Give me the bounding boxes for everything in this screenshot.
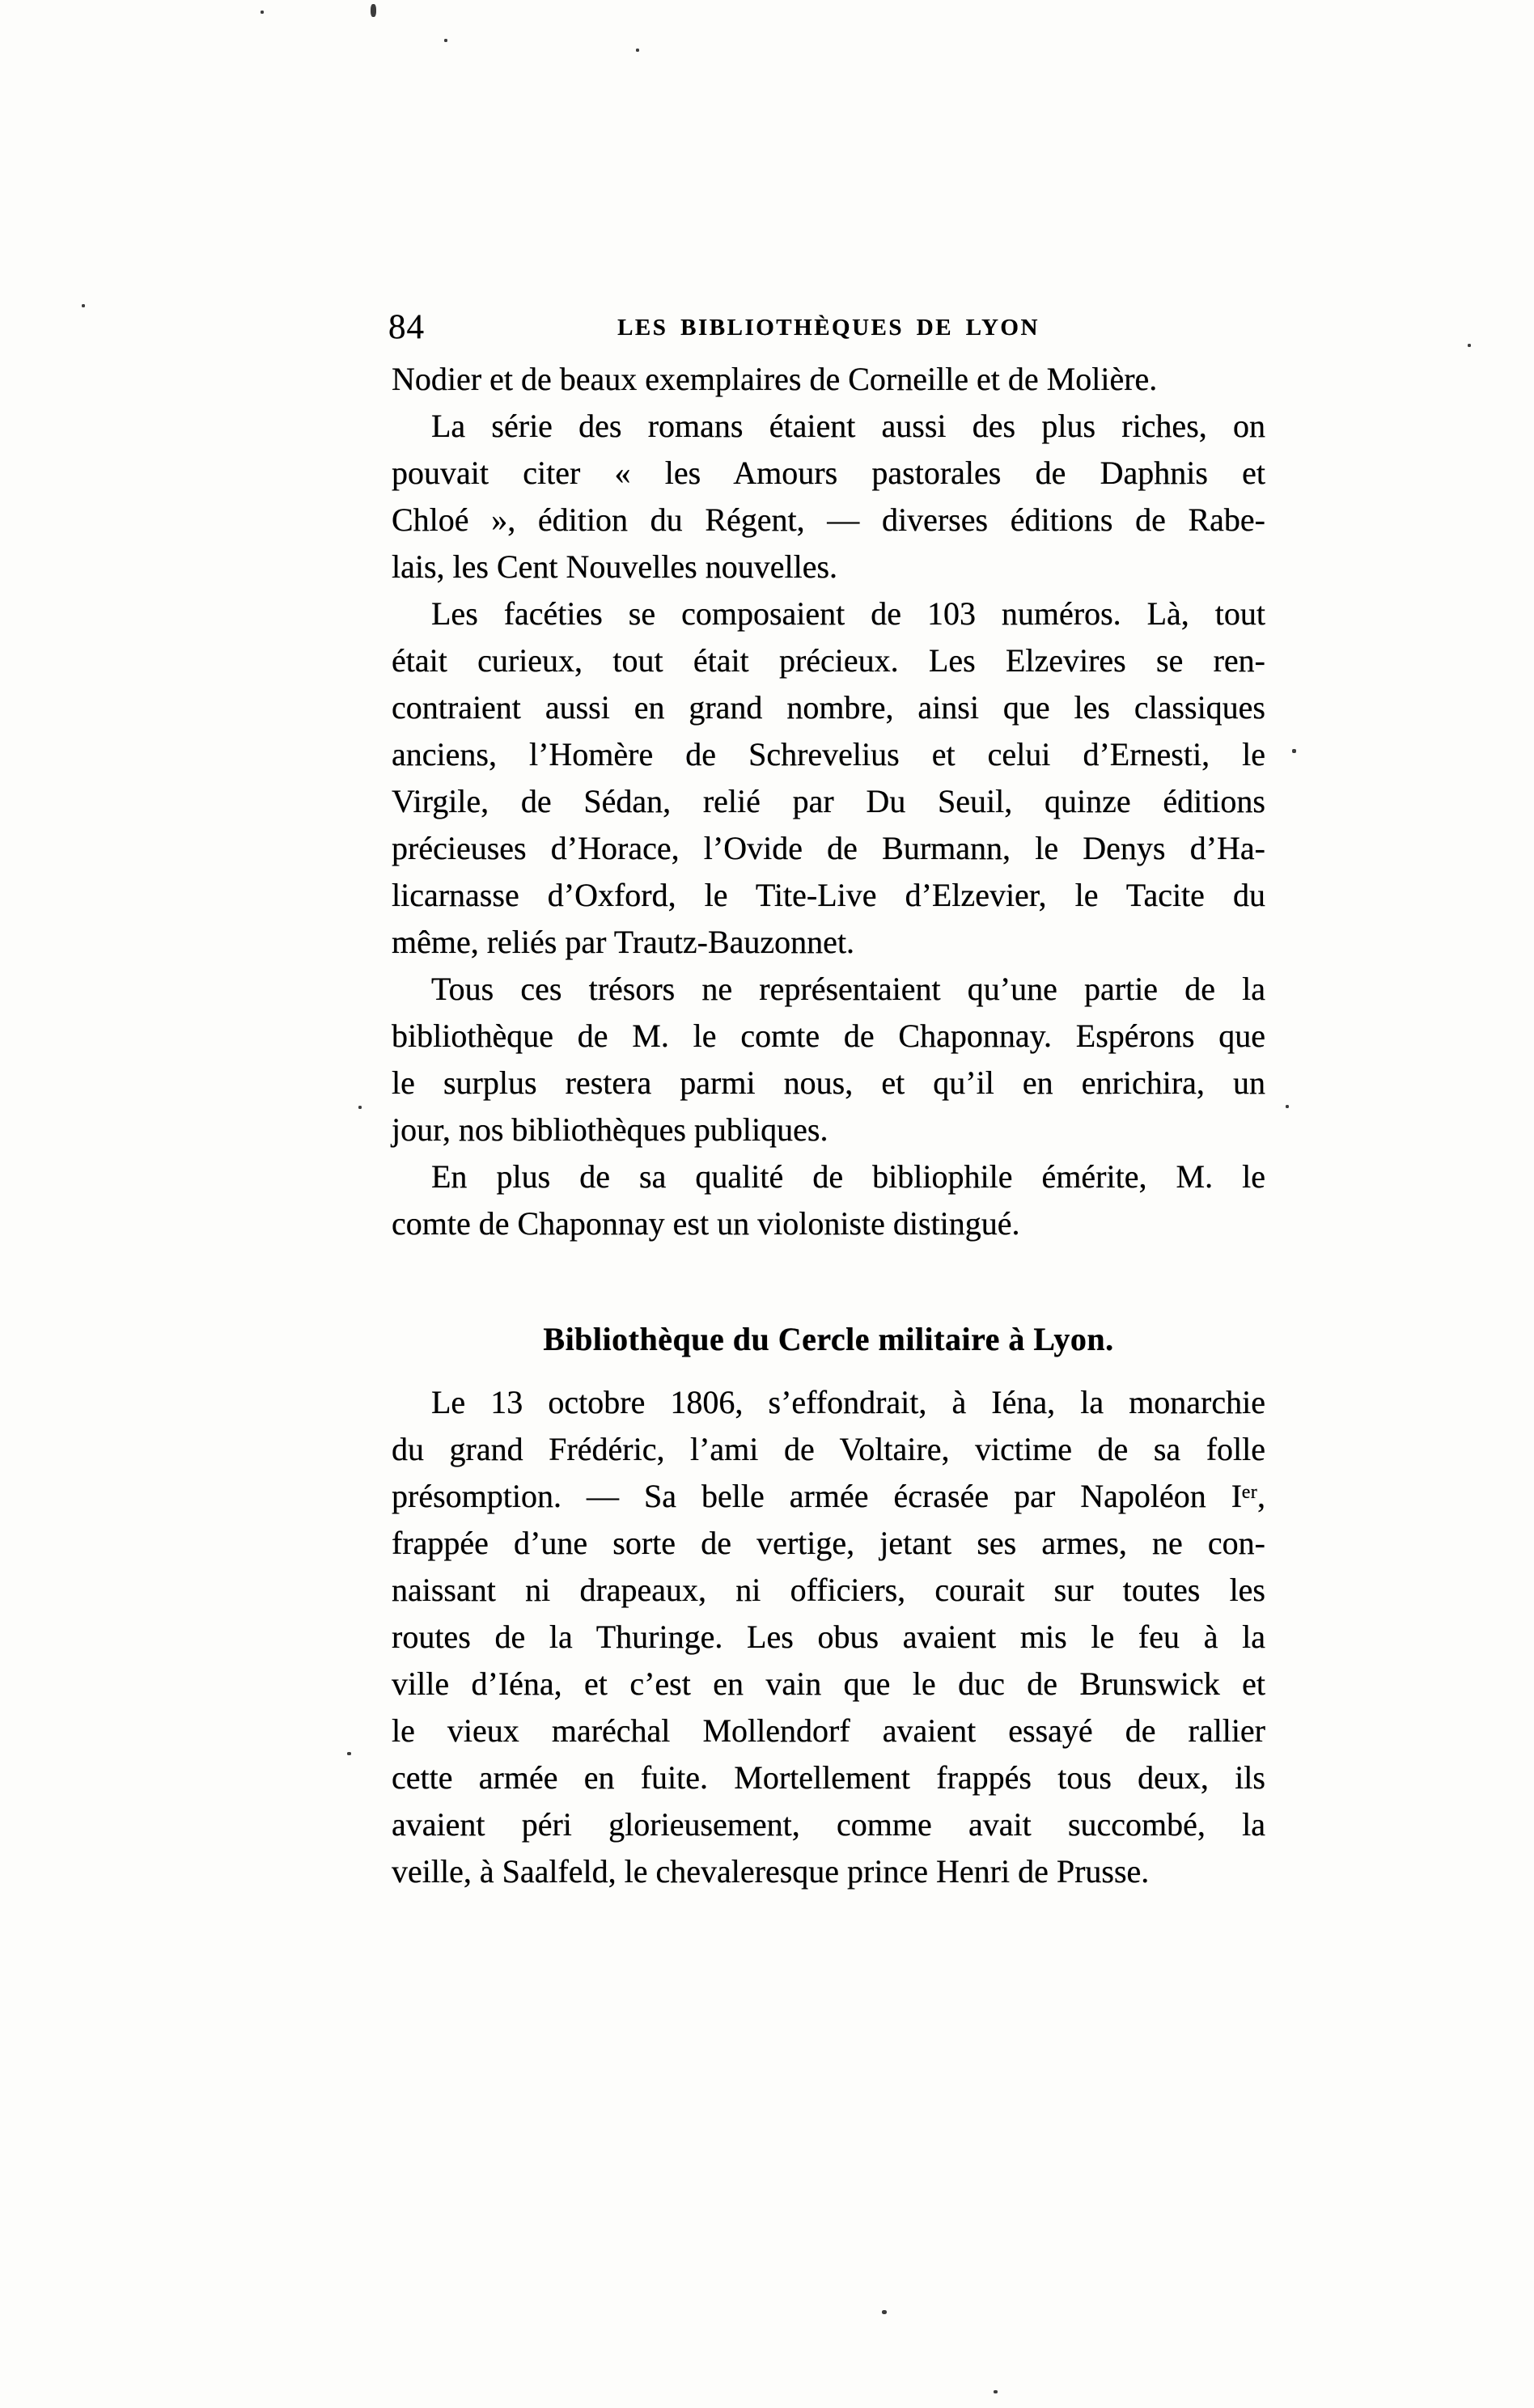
text-line: veille, à Saalfeld, le chevaleresque prince Henri de Prusse.: [392, 1853, 1150, 1890]
page-number: 84: [388, 308, 425, 346]
paragraph: [392, 966, 1265, 1153]
scan-speck: [347, 1752, 351, 1755]
text-line: contraient aussi en grand nombre, ainsi que les classiques: [392, 689, 1265, 726]
text-line: comte de Chaponnay est un violoniste distingué.: [392, 1205, 1020, 1242]
text-line: frappée d’une sorte de vertige, jetant ses armes, ne con-: [392, 1525, 1265, 1561]
text-line: Le 13 octobre 1806, s’effondrait, à Iéna, la monarchie: [431, 1384, 1265, 1420]
text-line: était curieux, tout était précieux. Les Elzevires se ren-: [392, 642, 1265, 679]
text-line: Les facéties se composaient de 103 numéros. Là, tout: [431, 595, 1265, 632]
paragraph: [392, 403, 1265, 590]
scan-speck: [636, 49, 639, 52]
running-head: [388, 308, 1265, 346]
text-line: le surplus restera parmi nous, et qu’il en enrichira, un: [392, 1064, 1265, 1101]
text-line: anciens, l’Homère de Schrevelius et celui d’Ernesti, le: [392, 736, 1265, 772]
text-line: routes de la Thuringe. Les obus avaient mis le feu à la: [392, 1619, 1265, 1655]
scan-speck: [994, 2390, 998, 2393]
text-line: le vieux maréchal Mollendorf avaient essayé de rallier: [392, 1712, 1265, 1749]
text-line: Chloé », édition du Régent, — diverses éditions de Rabe-: [392, 501, 1265, 538]
text-line: pouvait citer « les Amours pastorales de Daphnis et: [392, 455, 1265, 491]
text-line: jour, nos bibliothèques publiques.: [392, 1111, 828, 1148]
text-line: même, reliés par Trautz-Bauzonnet.: [392, 924, 855, 960]
text-line: avaient péri glorieusement, comme avait succombé, la: [392, 1806, 1265, 1843]
text-line: Tous ces trésors ne représentaient qu’une partie de la: [431, 971, 1265, 1007]
text-line: Virgile, de Sédan, relié par Du Seuil, quinze éditions: [392, 783, 1265, 819]
scan-speck: [1286, 1105, 1289, 1108]
paragraph: [392, 1153, 1265, 1247]
paragraph: [392, 356, 1265, 403]
section-heading: Bibliothèque du Cercle militaire à Lyon.: [543, 1321, 1114, 1357]
scan-speck: [82, 304, 85, 307]
text-line: du grand Frédéric, l’ami de Voltaire, victime de sa folle: [392, 1431, 1265, 1467]
scan-speck: [1292, 749, 1296, 753]
text-line: naissant ni drapeaux, ni officiers, courait sur toutes les: [392, 1572, 1265, 1608]
text-line: lais, les Cent Nouvelles nouvelles.: [392, 548, 838, 585]
text-line: cette armée en fuite. Mortellement frappés tous deux, ils: [392, 1759, 1265, 1796]
paragraph: [392, 1379, 1265, 1895]
text-line: ville d’Iéna, et c’est en vain que le duc de Brunswick et: [392, 1665, 1265, 1702]
text-line: Nodier et de beaux exemplaires de Corneille et de Molière.: [392, 361, 1158, 397]
scan-speck: [371, 4, 376, 17]
scan-speck: [882, 2310, 887, 2314]
text-line: licarnasse d’Oxford, le Tite-Live d’Elzevier, le Tacite du: [392, 877, 1265, 913]
text-line: précieuses d’Horace, l’Ovide de Burmann, le Denys d’Ha-: [392, 830, 1265, 866]
scan-speck: [358, 1106, 362, 1109]
text-block: [392, 356, 1265, 1895]
scan-speck: [1468, 344, 1471, 347]
text-line: La série des romans étaient aussi des plus riches, on: [431, 408, 1265, 444]
text-line: En plus de sa qualité de bibliophile émérite, M. le: [431, 1158, 1265, 1195]
paragraph: [392, 590, 1265, 966]
text-line: présomption. — Sa belle armée écrasée par Napoléon Iᵉʳ,: [392, 1478, 1265, 1514]
text-line: bibliothèque de M. le comte de Chaponnay. Espérons que: [392, 1018, 1265, 1054]
scan-speck: [261, 11, 264, 14]
scan-speck: [444, 39, 447, 42]
running-title: LES BIBLIOTHÈQUES DE LYON: [617, 315, 1040, 341]
